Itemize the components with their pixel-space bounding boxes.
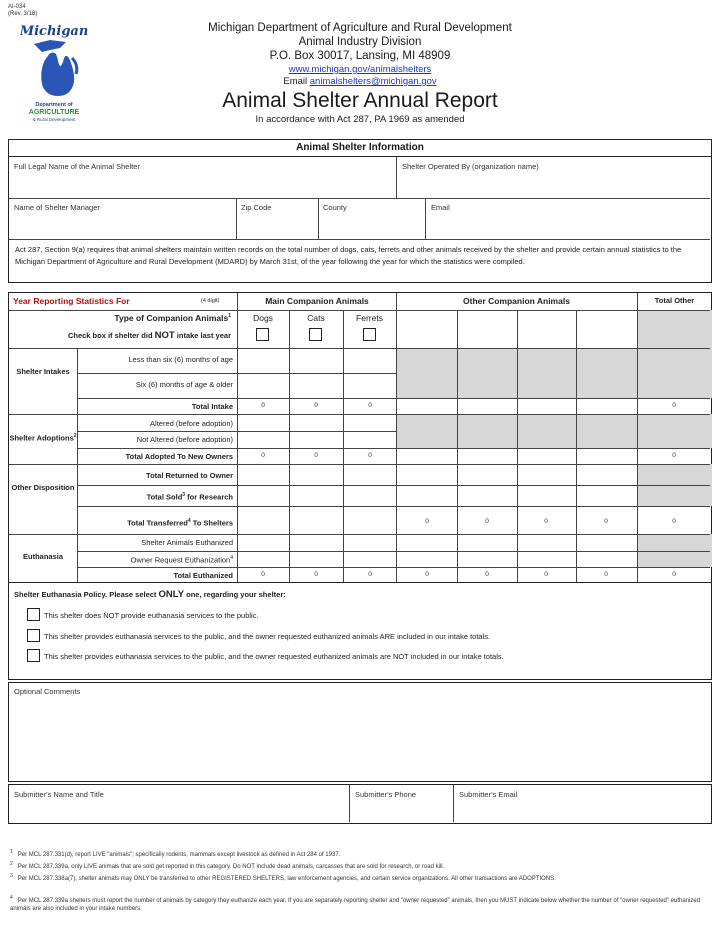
logo-state-text: Michigan	[20, 24, 88, 39]
row-total-adopted: Total Adopted To New Owners	[125, 452, 233, 461]
total-euth-cats: 0	[314, 571, 318, 578]
row-sold-sup: 3	[182, 492, 186, 498]
total-intake-ferrets: 0	[368, 402, 372, 409]
policy-option-1-label: This shelter does NOT provide euthanasia services to the public.	[44, 611, 259, 620]
submitter-phone-label: Submitter's Phone	[355, 790, 417, 799]
footnote-3	[10, 872, 710, 883]
group-intakes: Shelter Intakes	[16, 367, 70, 376]
check-label-post: intake last year	[174, 331, 231, 340]
act-287-notice: Act 287, Section 9(a) requires that animal shelters maintain written records on the total number of dogs, cats, ferrets and other animals received by the shelter and provide certain annual statistics to the Michigan Department of Agriculture and Rural Development (MDARD) by March 31st, of the year following the year for which the statistics were compiled.	[15, 245, 682, 266]
total-euth-other-3: 0	[544, 571, 548, 578]
transferred-other-3: 0	[544, 518, 548, 525]
transferred-other-4: 0	[604, 518, 608, 525]
policy-heading-post: one, regarding your shelter:	[184, 590, 286, 599]
footnote-2-num: 2	[10, 861, 13, 867]
row-not-altered: Not Altered (before adoption)	[136, 435, 233, 444]
footnote-4-text: Per MCL 287.339a shelters must report the number of animals by category they euthanize each year. If you are separately reporting shelter and "owner requested" animals, then you MUST indicate below whether the number of "owner requested" euthanized animals are also included in your intake numbers.	[10, 898, 701, 912]
logo-dept-line3: & Rural Development	[32, 117, 76, 122]
row-six-older: Six (6) months of age & older	[135, 380, 233, 389]
row-sold-post: for Research	[185, 492, 233, 502]
total-adopted-ferrets: 0	[368, 452, 372, 459]
footnote-4-num: 4	[10, 895, 13, 901]
row-less-six: Less than six (6) months of age	[128, 355, 233, 364]
cats-no-intake-checkbox[interactable]	[309, 328, 322, 341]
submitter-email-input[interactable]	[458, 799, 706, 821]
row-transferred	[77, 518, 233, 528]
shelter-info-box	[8, 157, 712, 283]
type-label-sup: 1	[228, 313, 231, 320]
footnote-2-text: Per MCL 287.339a, only LIVE animals that are sold get reported in this category. Do NOT include dead animals, carcasses that are sold for research, or road kill.	[17, 864, 445, 870]
legal-name-input[interactable]	[13, 171, 393, 197]
section-title-shelter-info: Animal Shelter Information	[8, 139, 712, 157]
row-total-euth: Total Euthanized	[173, 571, 233, 580]
shelter-email-label: Email	[431, 203, 450, 212]
row-shelter-euth: Shelter Animals Euthanized	[141, 538, 233, 547]
mailing-address: P.O. Box 30017, Lansing, MI 48909	[269, 50, 451, 62]
ferrets-no-intake-checkbox[interactable]	[363, 328, 376, 341]
website-link[interactable]: www.michigan.gov/animalshelters	[288, 64, 432, 75]
manager-label: Name of Shelter Manager	[14, 203, 100, 212]
policy-heading	[14, 589, 286, 600]
group-other-disposition: Other Disposition	[11, 483, 75, 492]
total-adopted-other: 0	[672, 452, 676, 459]
statistics-table	[8, 292, 712, 583]
other-animals-header: Other Companion Animals	[463, 296, 570, 306]
submitter-phone-input[interactable]	[354, 799, 449, 821]
row-transferred-post: To Shelters	[190, 518, 233, 528]
total-euth-ferrets: 0	[368, 571, 372, 578]
email-link[interactable]: animalshelters@michigan.gov	[309, 76, 437, 87]
check-label-not: NOT	[154, 330, 175, 341]
total-other-header: Total Other	[654, 296, 695, 305]
policy-option-3-label: This shelter provides euthanasia services to the public, and the owner requested euthanized animals are NOT included in our intake totals.	[44, 652, 504, 661]
row-sold	[77, 492, 233, 502]
total-euth-other-4: 0	[604, 571, 608, 578]
agency-name: Michigan Department of Agriculture and Rural Development	[208, 22, 512, 34]
email-label: Email	[283, 76, 308, 87]
dogs-no-intake-checkbox[interactable]	[256, 328, 269, 341]
row-sold-text: Total Sold	[146, 492, 183, 502]
main-animals-header: Main Companion Animals	[265, 296, 369, 306]
group-adoptions	[9, 431, 77, 444]
check-label-pre: Check box if shelter did	[67, 331, 155, 340]
group-euthanasia: Euthanasia	[22, 552, 63, 561]
optional-comments-box	[8, 682, 712, 782]
policy-option-2-checkbox[interactable]	[27, 629, 40, 642]
total-intake-cats: 0	[314, 402, 318, 409]
footnote-3-num: 3	[10, 873, 13, 879]
check-label	[9, 330, 231, 341]
submitter-box	[8, 784, 712, 824]
policy-heading-pre: Shelter Euthanasia Policy. Please select	[14, 590, 159, 599]
row-returned: Total Returned to Owner	[146, 471, 233, 480]
footnote-1-num: 1	[10, 849, 13, 855]
total-adopted-cats: 0	[314, 452, 318, 459]
report-subtitle: In accordance with Act 287, PA 1969 as amended	[255, 114, 465, 125]
col-ferrets: Ferrets	[356, 313, 383, 323]
mdard-logo	[20, 22, 88, 128]
comments-input[interactable]	[13, 697, 705, 777]
shaded-intake-other	[396, 348, 712, 398]
group-adoptions-text: Shelter Adoptions	[9, 433, 74, 443]
row-altered: Altered (before adoption)	[150, 419, 233, 428]
division-name: Animal Industry Division	[298, 36, 422, 48]
row-transferred-sup: 4	[187, 518, 191, 524]
footnote-1-text: Per MCL 287.331(d), report LIVE "animals"; specifically rodents, mammals except livestock as defined in Act 284 of 1937.	[17, 852, 341, 858]
policy-option-1-checkbox[interactable]	[27, 608, 40, 621]
shelter-email-input[interactable]	[430, 212, 706, 236]
total-intake-other: 0	[672, 402, 676, 409]
zip-input[interactable]	[240, 212, 315, 236]
footnote-4	[10, 894, 710, 913]
policy-option-3-checkbox[interactable]	[27, 649, 40, 662]
col-dogs: Dogs	[253, 313, 273, 323]
shaded-total-other-top	[637, 310, 712, 349]
zip-label: Zip Code	[241, 203, 272, 212]
group-adoptions-sup: 2	[73, 433, 77, 439]
row-owner-euth-sup: 4	[230, 555, 233, 561]
col-cats: Cats	[307, 313, 325, 323]
report-title: Animal Shelter Annual Report	[222, 89, 498, 112]
type-label-text: Type of Companion Animals	[114, 313, 229, 323]
total-euth-dogs: 0	[261, 571, 265, 578]
manager-input[interactable]	[13, 212, 233, 236]
transferred-other-2: 0	[485, 518, 489, 525]
email-line	[160, 76, 560, 87]
county-input[interactable]	[322, 212, 422, 236]
transferred-other-1: 0	[425, 518, 429, 525]
submitter-name-input[interactable]	[13, 799, 343, 821]
logo-dept-line1: Department of	[35, 102, 73, 108]
year-label: Year Reporting Statistics For	[13, 296, 130, 306]
footnote-2	[10, 860, 710, 871]
comments-label: Optional Comments	[14, 687, 81, 696]
row-transferred-text: Total Transferred	[127, 518, 188, 528]
total-intake-dogs: 0	[261, 402, 265, 409]
form-code: AI-034	[8, 4, 26, 10]
submitter-email-label: Submitter's Email	[459, 790, 518, 799]
footnote-3-text: Per MCL 287.338a(7), shelter animals may ONLY be transferred to other REGISTERED SHELTERS, law enforcement agencies, and certain service organizations. All other transactions are ADOPTIONS.	[17, 876, 556, 882]
policy-heading-only: ONLY	[158, 589, 185, 600]
year-input[interactable]	[159, 294, 199, 309]
type-label	[9, 313, 231, 323]
row-owner-euth-text: Owner Request Euthanization	[130, 555, 231, 565]
submitter-name-label: Submitter's Name and Title	[14, 790, 104, 799]
operated-by-input[interactable]	[401, 171, 706, 197]
total-adopted-dogs: 0	[261, 452, 265, 459]
row-owner-euth	[77, 555, 233, 565]
row-total-intake: Total Intake	[191, 402, 233, 411]
county-label: County	[323, 203, 347, 212]
total-euth-other-2: 0	[485, 571, 489, 578]
euthanasia-policy-box	[8, 583, 712, 680]
transferred-total-other: 0	[672, 518, 676, 525]
logo-dept-line2: AGRICULTURE	[28, 109, 80, 116]
total-euth-total-other: 0	[672, 571, 676, 578]
legal-name-label: Full Legal Name of the Animal Shelter	[14, 162, 140, 171]
shaded-adoption-other	[396, 414, 712, 448]
total-euth-other-1: 0	[425, 571, 429, 578]
policy-option-2-label: This shelter provides euthanasia services to the public, and the owner requested euthanized animals ARE included in our intake totals.	[44, 632, 491, 641]
footnote-1	[10, 848, 710, 859]
year-hint: (4 digit)	[201, 298, 220, 304]
form-revision: (Rev. 3/18)	[8, 11, 38, 17]
operated-by-label: Shelter Operated By (organization name)	[402, 162, 539, 171]
